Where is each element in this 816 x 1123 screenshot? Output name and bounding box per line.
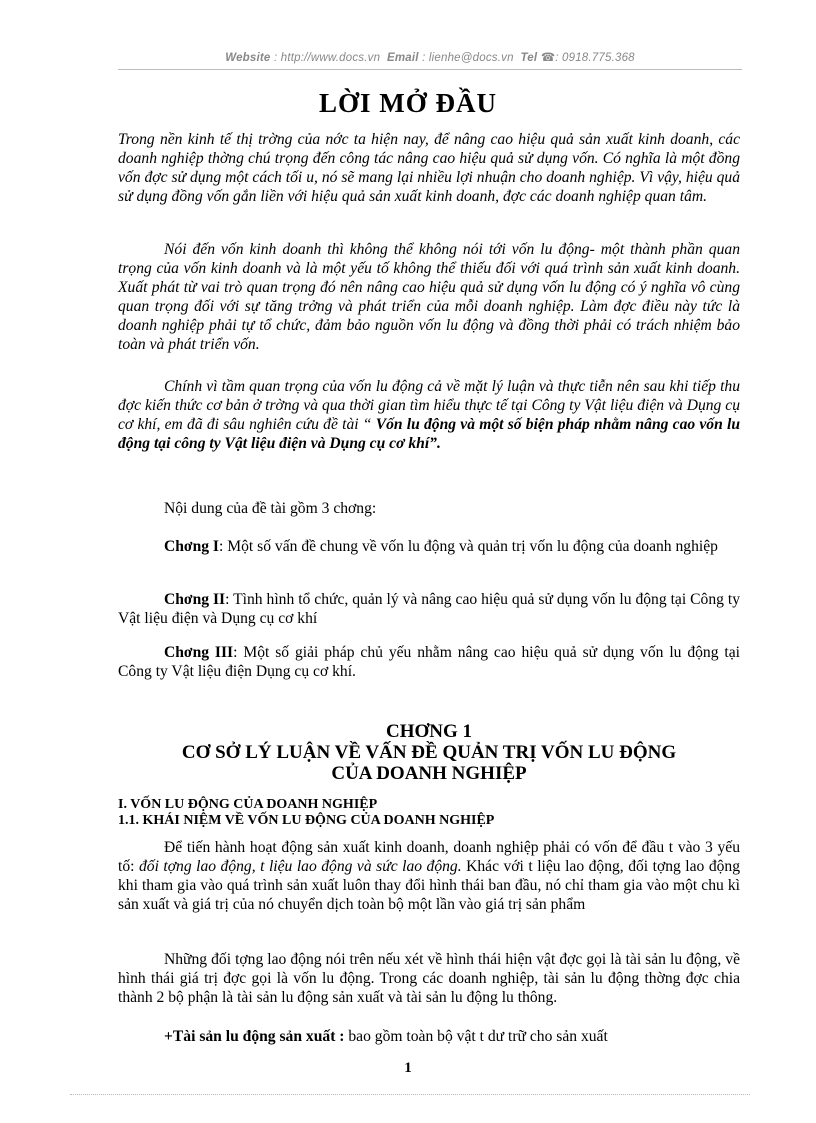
chapter-outline-2-text: : Tình hình tổ chức, quản lý và nâng cao hiệu quả sử dụng vốn lu động tại Công ty Vật liệu điện và Dụng cụ cơ khí bbox=[118, 591, 741, 627]
chapter-title-line-2: CỦA DOANH NGHIỆP bbox=[331, 763, 527, 784]
thesis-topic-end: ”. bbox=[429, 435, 441, 452]
thesis-topic: Vốn lu động và một số biện pháp nhằm nâng cao vốn lu động tại công ty Vật liệu điện và Dụng cụ cơ khí bbox=[118, 416, 740, 452]
chapter-outline-1 bbox=[118, 537, 740, 556]
intro-paragraph-2: Nói đến vốn kinh doanh thì không thể không nói tới vốn lu động- một thành phần quan trọng của vốn kinh doanh và là một yếu tố không thể thiếu đối với quá trình sản xuất kinh doanh. Xuất phát từ vai trò quan trọng đó nên nâng cao hiệu quả sử dụng vốn lu động có ý nghĩa vô cùng quan trọng đối với sự tăng trởng và phát triển của mỗi doanh nghiệp. Làm đợc điều này tức là doanh nghiệp phải tự tổ chức, đảm bảo nguồn vốn lu động và đồng thời phải có trách nhiệm bảo toàn và phát triển vốn. bbox=[118, 241, 740, 353]
chapter-outline-2-label: Chơng II bbox=[164, 591, 226, 608]
tel-value: : 0918.775.368 bbox=[555, 52, 635, 64]
page-header bbox=[120, 50, 740, 64]
chapter-number: CHƠNG 1 bbox=[385, 721, 473, 742]
footer-divider bbox=[70, 1094, 750, 1095]
chapter-outline-3-label: Chơng III bbox=[164, 644, 234, 661]
page-number: 1 bbox=[404, 1060, 412, 1076]
tel-label: Tel bbox=[520, 52, 538, 64]
phone-icon: ☎ bbox=[540, 52, 556, 64]
concept-paragraph-1-c: Khác với t liệu lao động, đối tợng lao động khi tham gia vào quá trình sản xuất luôn thay đổi hình thái ban đầu, nó chỉ tham gia vào một chu kì sản xuất và giá trị của nó chuyển dịch toàn bộ một lần vào giá trị sản phẩm bbox=[118, 858, 741, 913]
chapter-outline-2 bbox=[118, 590, 740, 628]
concept-paragraph-1-a: Để tiến hành hoạt động sản xuất kinh doanh, doanh nghiệp phải có vốn để đầu t vào 3 yếu tố: bbox=[118, 839, 740, 875]
website-value[interactable]: : http://www.docs.vn bbox=[273, 52, 381, 64]
concept-paragraph-1 bbox=[118, 838, 740, 914]
concept-paragraph-3-label: +Tài sản lu động sản xuất : bbox=[164, 1028, 345, 1045]
chapter-outline-1-label: Chơng I bbox=[164, 538, 220, 555]
concept-paragraph-2: Những đối tợng lao động nói trên nếu xét về hình thái hiện vật đợc gọi là tài sản lu động, về hình thái giá trị đợc gọi là vốn lu động. Trong các doanh nghiệp, tài sản lu động thờng đợc chia thành 2 bộ phận là tài sản lu động sản xuất và tài sản lu động lu thông. bbox=[118, 951, 740, 1006]
email-value[interactable]: : lienhe@docs.vn bbox=[422, 52, 514, 64]
section-heading-I: I. VỐN LU ĐỘNG CỦA DOANH NGHIỆP bbox=[118, 797, 378, 812]
chapter-title-line-1: CƠ SỞ LÝ LUẬN VỀ VẤN ĐỀ QUẢN TRỊ VỐN LU ĐỘNG bbox=[181, 742, 677, 763]
website-label: Website bbox=[225, 52, 271, 64]
concept-paragraph-3-text: bao gồm toàn bộ vật t dư trữ cho sản xuất bbox=[344, 1028, 608, 1045]
document-title: LỜI MỞ ĐẦU bbox=[319, 88, 497, 118]
intro-paragraph-3-text: Chính vì tầm quan trọng của vốn lu động cả về mặt lý luận và thực tiễn nên sau khi tiếp thu đợc kiến thức cơ bản ở trờng và qua thời gian tìm hiểu thực tế tại Công ty Vật liệu điện và Dụng cụ cơ khí, em đã đi sâu nghiên cứu đề tài “ bbox=[118, 378, 740, 433]
chapter-outline-3-text: : Một số giải pháp chủ yếu nhằm nâng cao hiệu quả sử dụng vốn lu động tại Công ty Vật liệu điện Dụng cụ cơ khí. bbox=[118, 644, 740, 680]
header-divider bbox=[118, 69, 742, 70]
chapter-outline-3 bbox=[118, 643, 740, 681]
concept-paragraph-1-b: đối tợng lao động, t liệu lao động và sức lao động. bbox=[138, 858, 462, 875]
section-heading-1-1: 1.1. KHÁI NIỆM VỀ VỐN LU ĐỘNG CỦA DOANH NGHIỆP bbox=[118, 813, 495, 828]
content-lead: Nội dung của đề tài gồm 3 chơng: bbox=[164, 500, 377, 517]
concept-paragraph-3 bbox=[118, 1027, 740, 1046]
email-label: Email bbox=[387, 52, 419, 64]
intro-paragraph-3 bbox=[118, 377, 740, 453]
intro-paragraph-1: Trong nền kinh tế thị trờng của nớc ta hiện nay, để nâng cao hiệu quả sản xuất kinh doanh, các doanh nghiệp thờng chú trọng đến công tác nâng cao hiệu quả sử dụng vốn. Có nghĩa là một đồng vốn đợc sử dụng một cách tối u, nó sẽ mang lại nhiều lợi nhuận cho doanh nghiệp. Vì vậy, hiệu quả sử dụng đồng vốn gắn liền với hiệu quả sản xuất kinh doanh, đợc các doanh nghiệp quan tâm. bbox=[118, 131, 740, 205]
chapter-outline-1-text: : Một số vấn đề chung về vốn lu động và quản trị vốn lu động của doanh nghiệp bbox=[219, 538, 718, 555]
